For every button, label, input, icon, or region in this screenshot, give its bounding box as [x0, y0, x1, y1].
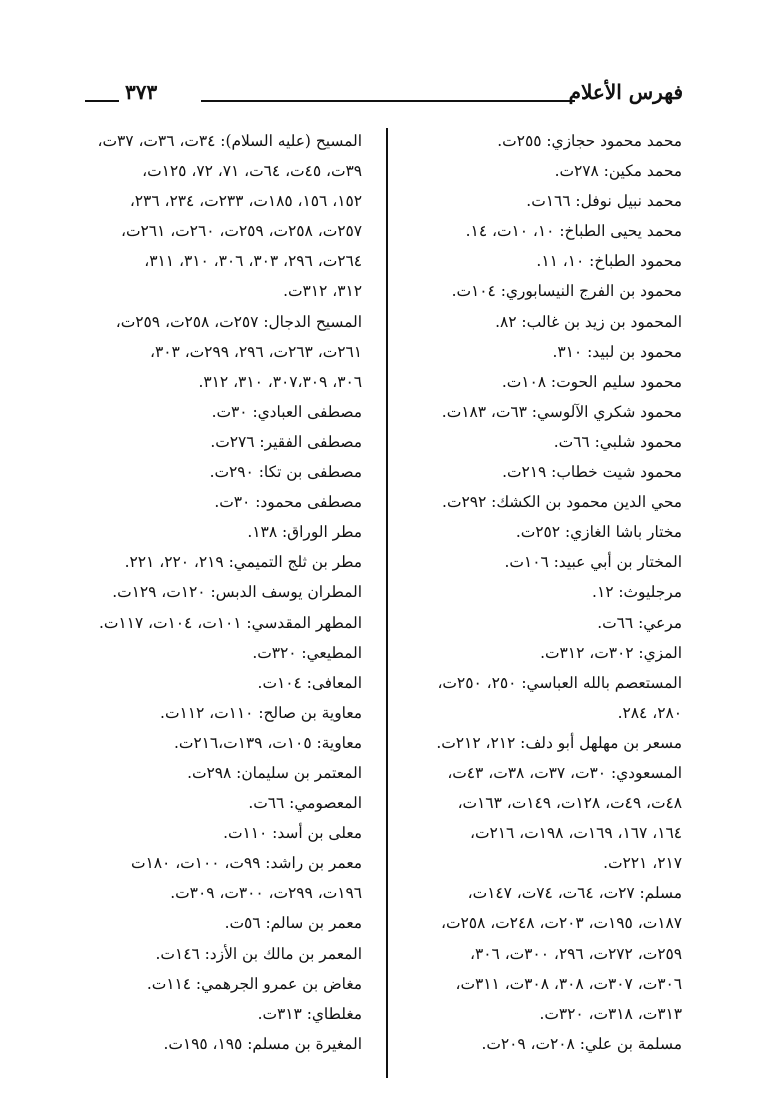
index-line: المزي: ٣٠٢ت، ٣١٢ت.	[540, 643, 682, 662]
index-line: مرعي: ٦٦ت.	[597, 613, 682, 632]
index-line: المغيرة بن مسلم: ١٩٥، ١٩٥ت.	[163, 1034, 362, 1053]
index-line: مسلمة بن علي: ٢٠٨ت، ٢٠٩ت.	[481, 1034, 682, 1053]
index-line: المعتمر بن سليمان: ٢٩٨ت.	[187, 763, 362, 782]
index-line: مطر الوراق: ١٣٨.	[247, 523, 362, 542]
index-line: مصطفى بن تكا: ٢٩٠ت.	[209, 463, 362, 482]
page-number: ٣٧٣	[125, 80, 158, 104]
index-line: ٤٨ت، ٤٩ت، ١٢٨ت، ١٤٩ت، ١٦٣ت،	[457, 794, 682, 813]
index-line: ٢٥٩ت، ٢٧٢ت، ٢٩٦، ٣٠٠ت، ٣٠٦،	[470, 944, 682, 963]
index-line: المختار بن أبي عبيد: ١٠٦ت.	[504, 553, 682, 572]
page-header	[85, 78, 683, 114]
index-line: محي الدين محمود بن الكشك: ٢٩٢ت.	[442, 493, 682, 512]
index-line: المستعصم بالله العباسي: ٢٥٠، ٢٥٠ت،	[437, 673, 682, 692]
index-line: محمد محمود حجازي: ٢٥٥ت.	[497, 132, 682, 150]
header-rule-short	[85, 100, 119, 102]
index-line: المسيح (عليه السلام): ٣٤ت، ٣٦ت، ٣٧ت،	[97, 132, 362, 150]
index-column-right	[382, 126, 682, 1059]
index-line: ٣١٣ت، ٣١٨ت، ٣٢٠ت.	[539, 1004, 682, 1023]
index-line: المطران يوسف الدبس: ١٢٠ت، ١٢٩ت.	[112, 583, 362, 602]
index-line: ٢٦٤ت، ٢٩٦، ٣٠٣، ٣٠٦، ٣١٠، ٣١١،	[144, 252, 362, 271]
index-line: معاوية بن صالح: ١١٠ت، ١١٢ت.	[160, 703, 362, 722]
index-line: مغلطاي: ٣١٣ت.	[257, 1004, 362, 1023]
index-line: ١٦٤، ١٦٧، ١٦٩ت، ١٩٨ت، ٢١٦ت،	[470, 824, 682, 843]
index-line: محمود بن الفرج النيسابوري: ١٠٤ت.	[451, 282, 682, 301]
index-line: محمود شيت خطاب: ٢١٩ت.	[502, 463, 682, 482]
index-line: مرجليوث: ١٢.	[592, 583, 682, 602]
column-divider	[386, 128, 388, 1078]
index-line: المسعودي: ٣٠ت، ٣٧ت، ٣٨ت، ٤٣ت،	[447, 763, 682, 782]
index-line: المحمود بن زيد بن غالب: ٨٢.	[495, 312, 682, 331]
index-line: مختار باشا الغازي: ٢٥٢ت.	[515, 523, 682, 542]
index-line: ١٩٦ت، ٢٩٩ت، ٣٠٠ت، ٣٠٩ت.	[170, 884, 362, 903]
index-line: مسعر بن مهلهل أبو دلف: ٢١٢، ٢١٢ت.	[436, 733, 682, 752]
index-line: ٢١٧، ٢٢١ت.	[603, 854, 682, 873]
index-line: محمود بن لبيد: ٣١٠.	[552, 342, 682, 361]
index-line: مغاض بن عمرو الجرهمي: ١١٤ت.	[146, 974, 362, 993]
index-line: المطيعي: ٣٢٠ت.	[252, 643, 362, 662]
index-line: المطهر المقدسي: ١٠١ت، ١٠٤ت، ١١٧ت.	[98, 613, 362, 632]
index-line: محمود سليم الحوت: ١٠٨ت.	[501, 372, 682, 391]
index-line: ٣١٢، ٣١٢ت.	[283, 282, 362, 301]
index-line: مصطفى الفقير: ٢٧٦ت.	[210, 432, 362, 451]
index-line: المعافى: ١٠٤ت.	[257, 673, 362, 692]
page-title: فهرس الأعلام	[568, 80, 683, 104]
index-line: ١٨٧ت، ١٩٥ت، ٢٠٣ت، ٢٤٨ت، ٢٥٨ت،	[441, 914, 682, 933]
index-line: ١٥٢، ١٥٦، ١٨٥ت، ٢٣٣ت، ٢٣٤، ٢٣٦،	[129, 192, 362, 211]
index-line: المعمر بن مالك بن الأزد: ١٤٦ت.	[155, 944, 362, 963]
index-line: مصطفى محمود: ٣٠ت.	[214, 493, 362, 512]
index-line: معمر بن راشد: ٩٩ت، ١٠٠ت، ١٨٠ت	[131, 854, 362, 873]
index-line: المعصومي: ٦٦ت.	[248, 794, 362, 813]
index-line: مطر بن ثلج التميمي: ٢١٩، ٢٢٠، ٢٢١.	[124, 553, 362, 572]
index-line: ٣٠٦، ٣٠٧،٣٠٩، ٣١٠، ٣١٢.	[198, 372, 362, 391]
index-line: المسيح الدجال: ٢٥٧ت، ٢٥٨ت، ٢٥٩ت،	[115, 312, 362, 331]
header-rule	[201, 100, 575, 102]
index-line: ٢٦١ت، ٢٦٣ت، ٢٩٦، ٢٩٩ت، ٣٠٣،	[150, 342, 362, 361]
index-line: معمر بن سالم: ٥٦ت.	[224, 914, 362, 933]
index-line: معاوية: ١٠٥ت، ١٣٩ت،٢١٦ت.	[173, 733, 362, 752]
index-line: مسلم: ٢٧ت، ٦٤ت، ٧٤ت، ١٤٧ت،	[467, 884, 682, 903]
index-line: معلى بن أسد: ١١٠ت.	[223, 824, 362, 843]
index-column-left	[72, 126, 362, 1059]
index-line: محمود الطباخ: ١٠، ١١.	[536, 252, 682, 271]
index-line: محمد يحيى الطباخ: ١٠، ١٠ت، ١٤.	[465, 222, 682, 241]
index-line: مصطفى العبادي: ٣٠ت.	[211, 402, 362, 421]
index-line: ٣٠٦ت، ٣٠٧ت، ٣٠٨، ٣٠٨ت، ٣١١ت،	[455, 974, 682, 993]
index-line: ٢٥٧ت، ٢٥٨ت، ٢٥٩ت، ٢٦٠ت، ٢٦١ت،	[121, 222, 362, 241]
index-line: محمود شلبي: ٦٦ت.	[553, 432, 682, 451]
index-line: ٣٩ت، ٤٥ت، ٦٤ت، ٧١، ٧٢، ١٢٥ت،	[142, 162, 362, 181]
index-line: محمد نبيل نوفل: ١٦٦ت.	[526, 192, 682, 211]
index-line: محمود شكري الآلوسي: ٦٣ت، ١٨٣ت.	[441, 402, 682, 421]
index-line: ٢٨٠، ٢٨٤.	[617, 703, 682, 722]
index-line: محمد مكين: ٢٧٨ت.	[554, 162, 682, 181]
